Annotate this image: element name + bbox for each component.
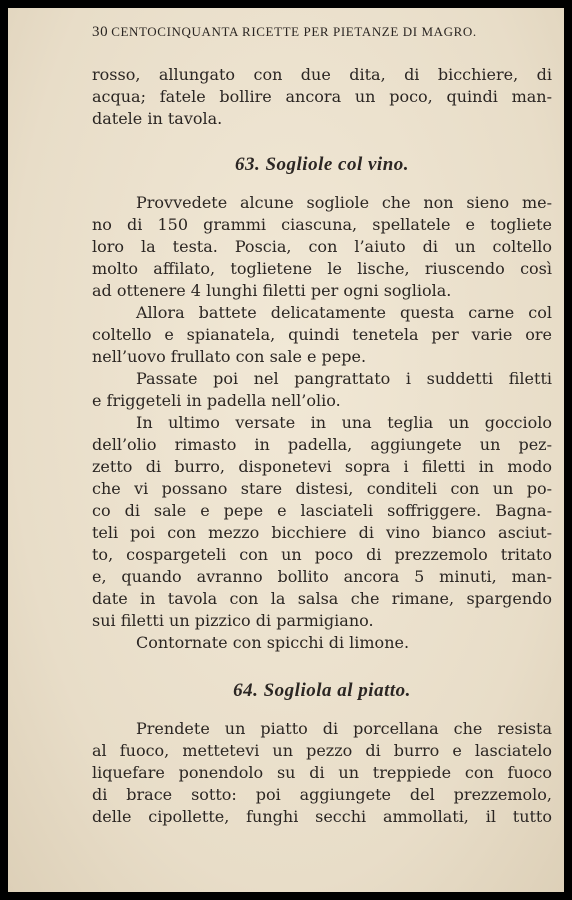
text-line: zetto di burro, disponetevi sopra i filetti in modo <box>92 457 552 476</box>
text-line: coltello e spianatela, quindi tenetela per varie ore <box>92 325 552 344</box>
book-page <box>8 8 564 892</box>
text-line: no di 150 grammi ciascuna, spellatele e togliete <box>92 215 552 234</box>
recipe-63-body <box>92 192 552 654</box>
text-line: molto affilato, toglietene le lische, riuscendo così <box>92 259 552 278</box>
text-line: Contornate con spicchi di limone. <box>136 633 410 652</box>
text-line: dell’olio rimasto in padella, aggiungete un pez- <box>92 435 552 454</box>
text-line: e friggeteli in padella nell’olio. <box>92 391 341 410</box>
running-header <box>92 24 552 41</box>
text-line: co di sale e pepe e lasciateli soffriggere. Bagna- <box>92 501 552 520</box>
text-line: Passate poi nel pangrattato i suddetti filetti <box>136 369 552 388</box>
text-line: nell’uovo frullato con sale e pepe. <box>92 347 367 366</box>
text-line: to, cospargeteli con un poco di prezzemolo tritato <box>92 545 552 564</box>
running-title: CENTOCINQUANTA RICETTE PER PIETANZE DI MAGRO. <box>111 24 477 39</box>
text-line: loro la testa. Poscia, con l’aiuto di un coltello <box>92 237 552 256</box>
text-line: e, quando avranno bollito ancora 5 minuti, man- <box>92 567 552 586</box>
text-line: rosso, allungato con due dita, di bicchiere, di <box>92 65 552 84</box>
text-line: datele in tavola. <box>92 109 223 128</box>
continuation-paragraph <box>92 64 552 130</box>
text-line: ad ottenere 4 lunghi filetti per ogni sogliola. <box>92 281 452 300</box>
text-line: Provvedete alcune sogliole che non sieno me- <box>136 193 552 212</box>
text-line: Prendete un piatto di porcellana che resista <box>136 719 552 738</box>
text-line: date in tavola con la salsa che rimane, spargendo <box>92 589 552 608</box>
text-line: teli poi con mezzo bicchiere di vino bianco asciut- <box>92 523 552 542</box>
text-line: che vi possano stare distesi, conditeli con un po- <box>92 479 552 498</box>
text-line: In ultimo versate in una teglia un gocciolo <box>136 413 552 432</box>
text-line: acqua; fatele bollire ancora un poco, quindi man- <box>92 87 552 106</box>
text-line: di brace sotto: poi aggiungete del prezzemolo, <box>92 785 552 804</box>
recipe-64-title: 64. Sogliola al piatto. <box>233 680 411 701</box>
recipe-64-body <box>92 718 552 828</box>
text-line: Allora battete delicatamente questa carne col <box>136 303 552 322</box>
recipe-63-title: 63. Sogliole col vino. <box>234 154 410 175</box>
text-line: liquefare ponendolo su di un treppiede con fuoco <box>92 763 552 782</box>
text-line: al fuoco, mettetevi un pezzo di burro e lasciatelo <box>92 741 552 760</box>
text-line: delle cipollette, funghi secchi ammollati, il tutto <box>92 807 552 826</box>
text-line: sui filetti un pizzico di parmigiano. <box>92 611 374 630</box>
page-number: 30 <box>92 24 109 40</box>
